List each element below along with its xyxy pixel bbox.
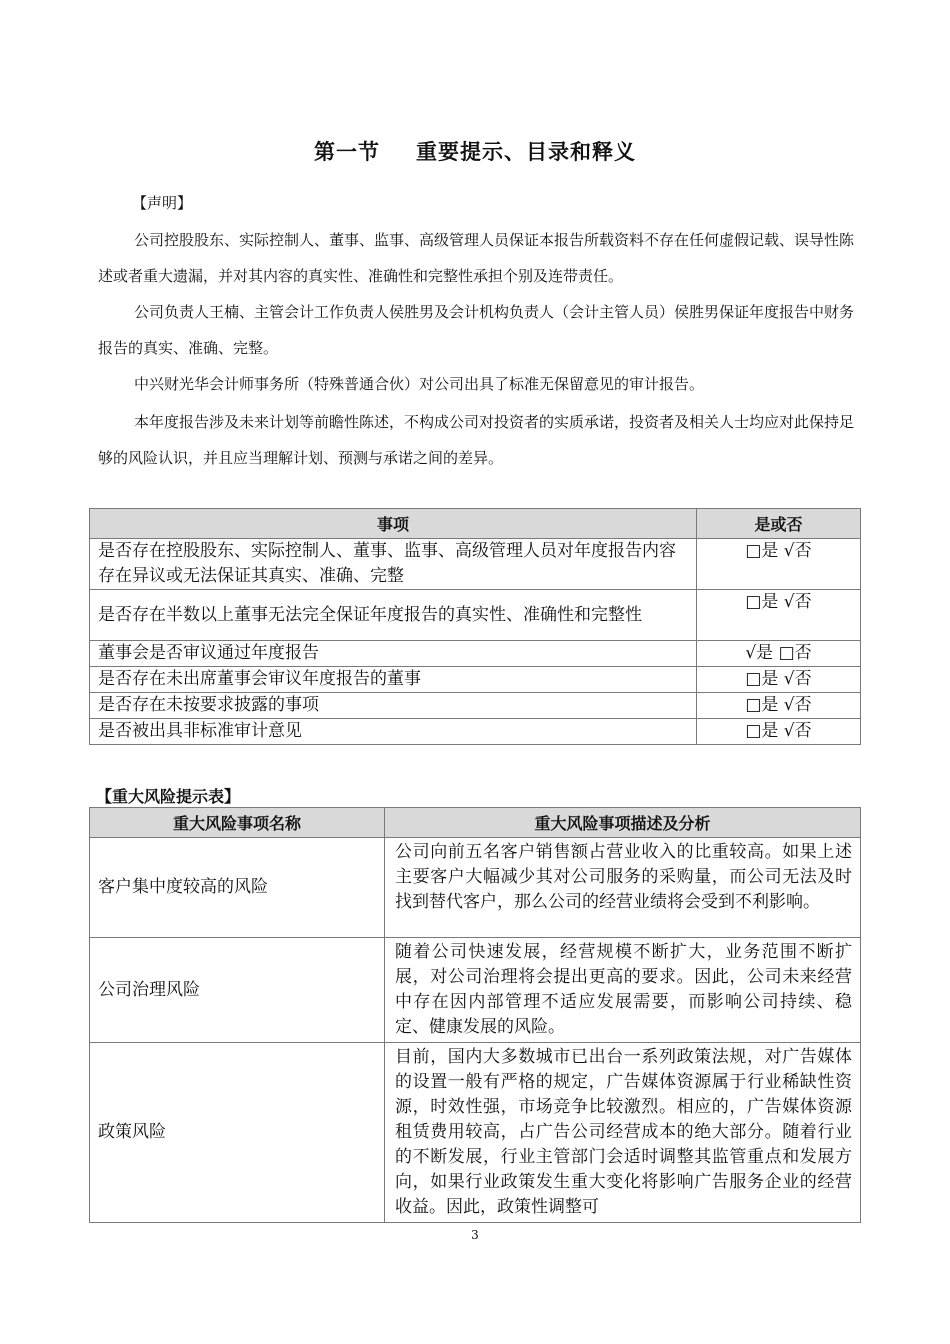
matter-item: 是否存在半数以上董事无法完全保证年度报告的真实性、准确性和完整性 [90,590,697,641]
section-number: 第一节 [314,140,380,164]
matter-answer: □是 √否 [697,667,861,693]
risk-description: 公司向前五名客户销售额占营业收入的比重较高。如果上述主要客户大幅减少其对公司服务的采购量，而公司无法及时找到替代客户，那么公司的经营业绩将会受到不利影响。 [385,838,861,938]
risk-name: 政策风险 [90,1043,385,1223]
matter-item: 是否存在控股股东、实际控制人、董事、监事、高级管理人员对年度报告内容存在异议或无法保证其真实、准确、完整 [90,539,697,590]
risk-table [89,807,861,1223]
table-row [90,539,861,590]
matter-answer: √是 □否 [697,641,861,667]
table-row [90,938,861,1043]
table-row [90,838,861,938]
declaration-paragraph-2: 公司负责人王楠、主管会计工作负责人侯胜男及会计机构负责人（会计主管人员）侯胜男保证年度报告中财务报告的真实、准确、完整。 [98,303,855,357]
matter-answer: □是 √否 [697,719,861,745]
declaration-paragraph-1: 公司控股股东、实际控制人、董事、监事、高级管理人员保证本报告所载资料不存在任何虚假记载、误导性陈述或者重大遗漏，并对其内容的真实性、准确性和完整性承担个别及连带责任。 [98,231,855,285]
table-row [90,641,861,667]
risk-table-heading: 【重大风险提示表】 [96,787,241,806]
page-number: 3 [471,1228,479,1242]
matters-header-item: 事项 [90,509,697,539]
risk-description: 随着公司快速发展，经营规模不断扩大，业务范围不断扩展，对公司治理将会提出更高的要求。因此，公司未来经营中存在因内部管理不适应发展需要，而影响公司持续、稳定、健康发展的风险。 [385,938,861,1043]
matters-header-answer: 是或否 [697,509,861,539]
matters-table [89,508,861,745]
risk-description: 目前，国内大多数城市已出台一系列政策法规，对广告媒体的设置一般有严格的规定，广告媒体资源属于行业稀缺性资源，时效性强，市场竞争比较激烈。相应的，广告媒体资源租赁费用较高，占广告公司经营成本的绝大部分。随着行业的不断发展，行业主管部门会适时调整其监管重点和发展方向，如果行业政策发生重大变化将影响广告服务企业的经营收益。因此，政策性调整可 [385,1043,861,1223]
matter-answer: □是 √否 [697,693,861,719]
table-row [90,667,861,693]
declaration-heading: 【声明】 [132,194,193,212]
section-name: 重要提示、目录和释义 [416,140,636,164]
table-row [90,590,861,641]
table-row [90,1043,861,1223]
declaration-paragraph-4: 本年度报告涉及未来计划等前瞻性陈述，不构成公司对投资者的实质承诺，投资者及相关人士均应对此保持足够的风险认识，并且应当理解计划、预测与承诺之间的差异。 [98,413,855,467]
declaration-paragraph-3: 中兴财光华会计师事务所（特殊普通合伙）对公司出具了标准无保留意见的审计报告。 [134,375,705,393]
table-row [90,693,861,719]
risk-name: 公司治理风险 [90,938,385,1043]
matter-item: 是否存在未按要求披露的事项 [90,693,697,719]
risk-header-name: 重大风险事项名称 [90,808,385,838]
matter-item: 是否被出具非标准审计意见 [90,719,697,745]
matter-item: 是否存在未出席董事会审议年度报告的董事 [90,667,697,693]
matter-answer: □是 √否 [697,539,861,590]
matter-answer: □是 √否 [697,590,861,641]
matter-item: 董事会是否审议通过年度报告 [90,641,697,667]
section-title [0,136,950,166]
table-row [90,719,861,745]
risk-name: 客户集中度较高的风险 [90,838,385,938]
risk-header-desc: 重大风险事项描述及分析 [385,808,861,838]
